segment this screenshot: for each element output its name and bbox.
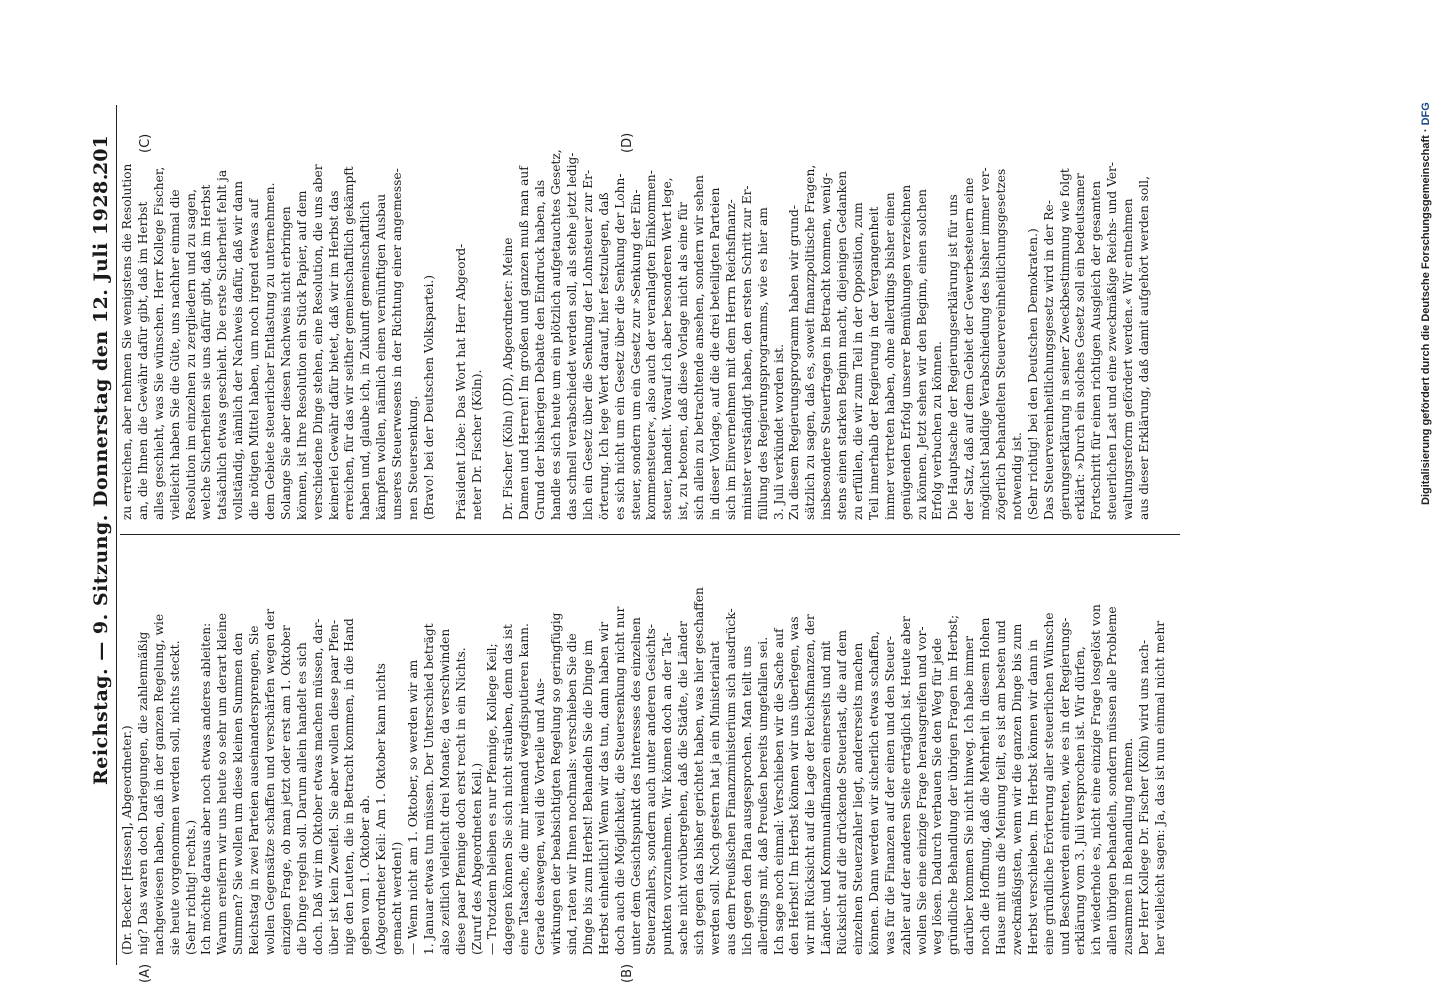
text-line: darüber kommen Sie nicht hinweg. Ich habe immer [962, 636, 977, 955]
text-line: örterung. Ich lege Wert darauf, hier festzulegen, daß [596, 192, 611, 520]
text-line: an, die Ihnen die Gewähr dafür gibt, daß im Herbst [135, 201, 150, 520]
text-line: alles geschieht, was Sie wünschen. Herr Kollege Fischer, [151, 166, 166, 520]
text-column-left [120, 550, 1169, 955]
text-line: also zeitlich vielleicht drei Monate; da verschwinden [437, 628, 452, 955]
text-line: Länder- und Kommunalfinanzen einerseits und mit [819, 640, 834, 955]
text-line: verschiedene Dinge stehen, eine Resolution, die uns aber [310, 164, 325, 520]
text-line: Damen und Herren! Im großen und ganzen muß man auf [517, 166, 532, 520]
text-line: genügenden Erfolg unserer Bemühungen verzeichnen [898, 184, 913, 520]
text-line: einzigen Frage, ob man jetzt oder erst am 1. Oktober [278, 625, 293, 955]
text-line: notwendig ist. [1009, 432, 1024, 520]
text-line: Ich möchte daraus aber noch etwas anderes ableiten: [199, 622, 214, 955]
text-line: zögerlich behandelten Steuervereinheitlichungsgesetzes [993, 168, 1008, 520]
text-line: einzelnen Steuerzahler liegt, andererseits machen [850, 642, 865, 955]
text-line: Hause mit uns die Meinung teilt, es ist am besten und [993, 620, 1008, 955]
text-line: Grund der bisherigen Debatte den Eindruck haben, als [533, 179, 548, 520]
text-line: (Zuruf des Abgeordneten Keil.) [469, 762, 484, 955]
text-line: werden soll. Noch gestern hat ja ein Ministerialrat [707, 641, 722, 955]
text-line: was für die Finanzen auf der einen und den Steuer- [882, 635, 897, 955]
text-line: Herbst verschieben. Im Herbst können wir dann in [1025, 639, 1040, 955]
text-line: Warum ereifern wir uns heute so sehr um derart kleine [215, 613, 230, 955]
page-body [90, 105, 1330, 985]
text-line: (Bravo! bei der Deutschen Volkspartei.) [421, 275, 436, 520]
text-line: können, ist Ihre Resolution ein Stück Papier, auf dem [294, 190, 309, 520]
digitisation-credit: Digitalisierung gefördert durch die Deutsche Forschungsgemeinschaft · DFG [1420, 102, 1432, 505]
text-line: allen übrigen behandeln, sondern müssen alle Probleme [1105, 606, 1120, 955]
text-line: den Herbst! Im Herbst können wir uns überlegen, was [787, 616, 802, 955]
column-divider [120, 534, 1180, 535]
text-line: zweckmäßigsten, wenn wir die ganzen Dinge bis zum [1009, 623, 1024, 955]
text-line: sich im Einvernehmen mit dem Herrn Reichsfinanz- [723, 199, 738, 520]
text-line: wollen Sie eine einzige Frage herausgreifen und vor- [914, 626, 929, 955]
running-header: Reichstag. — 9. Sitzung. Donnerstag den 12. Juli 1928. [90, 173, 112, 785]
text-line: (Sehr richtig! rechts.) [183, 819, 198, 955]
text-line: Resolution im einzelnen zu zergliedern und zu sagen, [183, 189, 198, 520]
text-line: steuerlichen Last und eine zweckmäßige Reichs- und Ver- [1105, 162, 1120, 520]
text-line: weg lösen. Dadurch verbauen Sie den Weg für jede [930, 637, 945, 955]
text-line: neter Dr. Fischer (Köln). [469, 369, 484, 520]
text-line: handle es sich heute um ein plötzlich aufgetauchtes Gesetz, [549, 149, 564, 520]
text-line: Ich sage noch einmal: Verschieben wir die Sache auf [771, 628, 786, 955]
text-line: Reichstag in zwei Parteien auseinandersprengen, Sie [247, 625, 262, 955]
margin-mark-c: (C) [138, 133, 153, 153]
text-line: immer vertreten haben, ohne allerdings bisher einen [882, 192, 897, 520]
text-line: ich wiederhole es, nicht eine einzige Frage losgelöst von [1089, 604, 1104, 955]
text-line: Dr. Fischer (Köln) (DD), Abgeordneter: Meine [501, 237, 516, 520]
text-line: zu erfüllen, die wir zum Teil in der Opposition, zum [850, 202, 865, 520]
text-line: dem Gebiete steuerlicher Entlastung zu unternehmen. [263, 182, 278, 520]
text-line: Zu diesem Regierungsprogramm haben wir grund- [787, 205, 802, 520]
text-line: sind, raten wir Ihnen nochmals: verschieben Sie die [564, 633, 579, 955]
text-line: minister verständigt haben, den ersten Schritt zur Er- [739, 185, 754, 520]
text-line: Steuerzahlers, sondern auch unter anderen Gesichts- [644, 624, 659, 955]
text-line: zusammen in Behandlung nehmen. [1121, 737, 1136, 955]
text-line: unter dem Gesichtspunkt des Interesses des einzelnen [628, 617, 643, 955]
text-line: wirkungen der beabsichtigten Regelung so geringfügig [549, 612, 564, 955]
text-line: keinerlei Gewähr dafür bietet, daß wir im Herbst das [326, 190, 341, 520]
text-line: gierungserklärung in seiner Zweckbestimmung wie folgt [1057, 168, 1072, 520]
page-number: 201 [90, 135, 112, 175]
dfg-logo: DFG [1420, 102, 1432, 126]
text-line [485, 115, 501, 520]
text-line: Summen? Sie wollen um diese kleinen Summen den [231, 632, 246, 955]
margin-mark-a: (A) [138, 963, 153, 983]
text-line: dagegen können Sie sich nicht sträuben, denn das ist [501, 624, 516, 955]
text-line: kämpfen wollen, nämlich einen vernünftigen Ausbau [374, 193, 389, 520]
text-line: Die Hauptsache der Regierungserklärung ist für uns [946, 194, 961, 520]
text-line: unseres Steuerwesens in der Richtung einer angemesse- [390, 168, 405, 520]
text-line: doch auch die Möglichkeit, die Steuersenkung nicht nur [612, 606, 627, 955]
text-line: kommensteuer«, also auch der veranlagten Einkommen- [644, 170, 659, 520]
text-line: das schnell verabschiedet werden soll, als stehe jetzt ledig- [564, 152, 579, 520]
text-line: diese paar Pfennige doch erst recht in ein Nichts. [453, 647, 468, 955]
text-line: erklärung vom 3. Juli versprochen ist. Wir dürfen, [1073, 646, 1088, 955]
text-line: her vielleicht sagen: Ja, das ist nun einmal nicht mehr [1152, 620, 1167, 955]
text-line: die Dinge regeln soll. Darum allein handelt es sich [294, 642, 309, 955]
text-line: sich gegen das bisher gerichtet haben, was hier geschaffen [692, 587, 707, 955]
text-line: die nötigen Mittel haben, um noch irgend etwas auf [247, 198, 262, 520]
text-line: — Wenn nicht am 1. Oktober, so werden wir am [406, 659, 421, 955]
text-line: Der Herr Kollege Dr. Fischer (Köln) wird uns nach- [1137, 639, 1151, 955]
text-line: wir mit Rücksicht auf die Lage der Reichsfinanzen, der [803, 614, 818, 955]
text-line: welche Sicherheiten sie uns dafür gibt, daß im Herbst [199, 184, 214, 520]
text-line: (Abgeordneter Keil: Am 1. Oktober kann nichts [374, 663, 389, 955]
text-line: Solange Sie aber diesen Nachweis nicht erbringen [278, 206, 293, 520]
text-line: punkten vorzunehmen. Wir können doch an der Tat- [660, 632, 675, 955]
text-line: zahler auf der anderen Seite erträglich ist. Heute aber [898, 616, 913, 955]
credit-text: Digitalisierung gefördert durch die Deutsche Forschungsgemeinschaft [1420, 135, 1432, 505]
text-line: in dieser Vorlage, auf die die drei beteiligten Parteien [707, 187, 722, 520]
text-line [438, 115, 454, 520]
text-line: nig? Das waren doch Darlegungen, die zahlenmäßig [135, 631, 150, 955]
text-line: eine gründliche Erörterung aller steuerlichen Wünsche [1041, 612, 1056, 955]
text-line: (Sehr richtig! bei den Deutschen Demokraten.) [1025, 228, 1040, 520]
text-line: stens einen starken Beginn macht, diejenigen Gedanken [835, 170, 850, 520]
text-line: Erfolg verbuchen zu können. [930, 341, 945, 520]
text-line: Fortschritt für einen richtigen Ausgleich der gesamten [1089, 180, 1104, 520]
text-line: steuer, sondern um ein Gesetz zur »Senkung der Ein- [628, 189, 643, 520]
text-line: es sich nicht um ein Gesetz über die Senkung der Lohn- [612, 173, 627, 520]
text-line: geben vom 1. Oktober ab. [358, 794, 373, 955]
text-line: lich gegen den Plan ausgesprochen. Man teilt uns [739, 645, 754, 955]
text-line: Gerade deswegen, weil die Vorteile und Aus- [533, 678, 548, 955]
text-line: Das Steuervereinheitlichungsgesetz wird in der Re- [1041, 200, 1056, 520]
text-line: ist, zu betonen, daß diese Vorlage nicht als eine für [676, 202, 691, 520]
text-line: können. Dann werden wir sicherlich etwas schaffen, [866, 630, 881, 955]
text-line: gründliche Behandlung der übrigen Fragen im Herbst; [946, 614, 961, 955]
text-line: steuer, handelt. Worauf ich aber besonderen Wert lege, [660, 177, 675, 520]
text-line: lich ein Gesetz über die Senkung der Lohnsteuer zur Er- [580, 169, 595, 520]
text-line: erklärt: »Durch ein solches Gesetz soll ein bedeutsamer [1073, 173, 1088, 520]
text-line: tatsächlich etwas geschieht. Die erste Sicherheit fehlt ja [215, 169, 230, 520]
text-line: haben und, glaube ich, in Zukunft gemeinschaftlich [358, 200, 373, 520]
text-line: nachgewiesen haben, daß in der ganzen Regelung, wie [151, 613, 166, 955]
text-column-right [120, 115, 1153, 520]
text-line: aus dem Preußischen Finanzministerium sich ausdrück- [723, 608, 738, 955]
text-line: aus dieser Erklärung, daß damit aufgehört werden soll, [1137, 176, 1151, 520]
text-line: erreichen, für das wir seither gemeinschaftlich gekämpft [342, 166, 357, 520]
text-line: — Trotzdem bleiben es nur Pfennige, Kollege Keil; [485, 643, 500, 955]
text-line: eine Tatsache, die mir niemand wegdisputieren kann. [517, 623, 532, 955]
text-line: waltungsreform gefördert werden.« Wir entnehmen [1121, 198, 1136, 520]
text-line: Herbst einheitlich! Wenn wir das tun, dann haben wir [596, 621, 611, 955]
text-line: möglichst baldige Verabschiedung des bisher immer ver- [978, 167, 993, 520]
text-line: doch. Daß wir im Oktober etwas machen müssen, dar- [310, 618, 325, 955]
text-line: füllung des Regierungsprogramms, wie es hier am [755, 207, 770, 520]
text-line: zu können. Jetzt sehen wir den Beginn, einen solchen [914, 188, 929, 520]
margin-mark-b: (B) [620, 963, 635, 983]
text-line: und Beschwerden eintreten, wie es in der Regierungs- [1057, 617, 1072, 955]
text-line: der Satz, daß auf dem Gebiet der Gewerbesteuern eine [962, 177, 977, 520]
text-line: noch die Hoffnung, daß die Mehrheit in diesem Hohen [978, 617, 993, 955]
text-line: Dinge bis zum Herbst! Behandeln Sie die Dinge im [580, 639, 595, 955]
text-line: vollständig, nämlich der Nachweis dafür, daß wir dann [231, 180, 246, 520]
text-line: 1. Januar etwas tun müssen. Der Unterschied beträgt [421, 623, 436, 955]
text-line: gemacht werden!) [390, 841, 405, 955]
text-line: Teil innerhalb der Regierung in der Vergangenheit [866, 206, 881, 520]
text-line: allerdings mit, daß Preußen bereits umgefallen sei. [755, 636, 770, 955]
text-line: sich allein zu betrachtende ansehen, sondern wir sehen [692, 175, 707, 520]
text-line: über ist kein Zweifel. Sie aber wollen diese paar Pfen- [326, 619, 341, 955]
text-line: sätzlich zu sagen, daß es, soweit finanzpolitische Fragen, [803, 164, 818, 520]
text-line: zu erreichen, aber nehmen Sie wenigstens die Resolution [120, 163, 134, 520]
text-line: nige den Leuten, die in Betracht kommen, in die Hand [342, 618, 357, 955]
margin-mark-d: (D) [620, 132, 635, 153]
text-line: 3. Juli verkündet worden ist. [771, 344, 786, 520]
text-line: sache nicht vorübergehen, daß die Städte, die Länder [676, 621, 691, 955]
text-line: (Dr. Becker [Hessen], Abgeordneter.) [120, 725, 134, 955]
text-line: sie heute vorgenommen werden soll, nichts steckt. [167, 640, 182, 955]
text-line: wollen Gegensätze schaffen und verschärfen wegen der [263, 608, 278, 955]
text-line: vielleicht haben Sie die Güte, uns nachher einmal die [167, 189, 182, 520]
text-line: nen Steuersenkung. [406, 395, 421, 520]
text-line: Rücksicht auf die drückende Steuerlast, die auf dem [835, 629, 850, 955]
text-line: insbesondere Steuerfragen in Betracht kommen, wenig- [819, 172, 834, 520]
text-line: Präsident Löbe: Das Wort hat Herr Abgeord- [453, 243, 468, 520]
header-rule [116, 105, 117, 965]
